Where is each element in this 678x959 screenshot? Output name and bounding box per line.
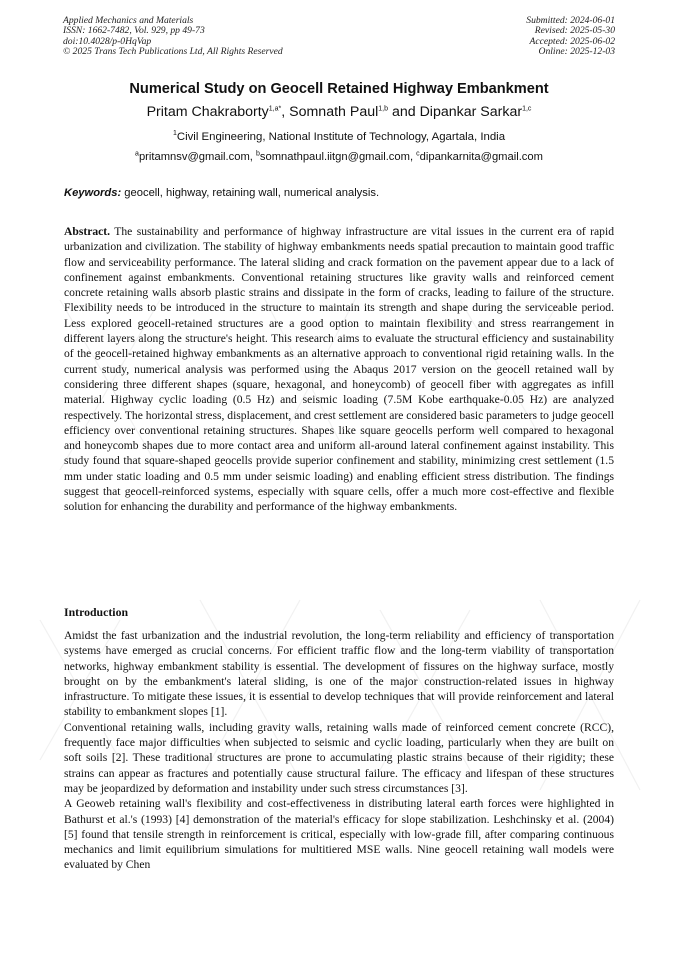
- keywords-label: Keywords:: [64, 187, 122, 199]
- author-affiliation-mark: 1,a*: [268, 105, 282, 113]
- revised-date: Revised: 2025-05-30: [534, 25, 615, 37]
- copyright-line: © 2025 Trans Tech Publications Ltd, All Rights Reserved: [63, 46, 283, 58]
- author-conjunction: and: [388, 104, 420, 120]
- author-name: Dipankar Sarkar: [419, 104, 523, 120]
- author-list: [0, 104, 678, 120]
- journal-info: [63, 16, 283, 58]
- introduction-paragraph: A Geoweb retaining wall's flexibility and cost-effectiveness in distributing lateral earth forces were highlighted in Bathurst et al.'s (1993) [4] demonstration of the material's efficacy for slope stabilization. Leshchinsky et al. (2004) [5] found that tensile strength in reinforcement is critical, especially with low-grade fill, after comparing continuous mechanics and limit equilibrium simulations for multitiered MSE walls. Nine geocell retaining wall models were evaluated by Chen: [64, 797, 614, 872]
- paper-title: Numerical Study on Geocell Retained Highway Embankment: [129, 81, 549, 97]
- abstract: [64, 224, 614, 515]
- keywords-text: geocell, highway, retaining wall, numerical analysis.: [121, 187, 380, 199]
- email-mark: b: [256, 150, 260, 158]
- author-separator: ,: [281, 104, 290, 120]
- introduction-paragraph: Amidst the fast urbanization and the industrial revolution, the long-term reliability and efficiency of transportation systems have emerged as crucial concerns. For efficient traffic flow and the long-term viability of transportation networks, highway embankment stability is essential. The development of fissures on the highway surface, mostly brought on by the embankment's lateral sliding, is one of the major construction-related issues in highway infrastructure. To mitigate these issues, it is essential to develop techniques that will provide reinforcement and lateral stability to embankment slopes [1].: [64, 629, 614, 719]
- doi-line: doi:10.4028/p-0HqVap: [63, 35, 152, 47]
- email-mark: c: [416, 150, 420, 158]
- introduction-body: [64, 628, 614, 873]
- author-name: Somnath Paul: [289, 104, 379, 120]
- email-link[interactable]: dipankarnita@gmail.com: [419, 151, 543, 163]
- email-link[interactable]: pritamnsv@gmail.com: [138, 151, 250, 163]
- introduction-paragraph: Conventional retaining walls, including gravity walls, retaining walls made of reinforced cement concrete (RCC), frequently face major difficulties when subjected to seismic and cyclic loading, particularly when they are built on soft soils [2]. These traditional structures are prone to accumulating plastic strains because of their rigidity; these strains can appear as fractures and potentially cause structural failure. The efficacy and lifespan of these structures may be jeopardized by deformation and instability under such stress circumstances [3].: [64, 720, 614, 795]
- affiliation-text: Civil Engineering, National Institute of Technology, Agartala, India: [176, 131, 506, 143]
- author-name: Pritam Chakraborty: [146, 104, 269, 120]
- issn-line: ISSN: 1662-7482, Vol. 929, pp 49-73: [63, 25, 205, 37]
- submitted-date: Submitted: 2024-06-01: [526, 15, 615, 26]
- history-info: [526, 16, 615, 58]
- author-affiliation-mark: 1,c: [522, 105, 532, 113]
- email-mark: a: [135, 150, 139, 158]
- journal-name: Applied Mechanics and Materials: [63, 15, 194, 26]
- online-date: Online: 2025-12-03: [538, 46, 615, 58]
- keywords: [64, 187, 616, 199]
- affiliation-mark: 1: [172, 130, 177, 138]
- author-affiliation-mark: 1,b: [378, 105, 388, 113]
- email-list: $^a$pritamnsv@gmail.com, $^b$somnathpaul.iitgn@gmail.com, $^c$dipankarnita@gmail.com: [135, 150, 543, 163]
- email-link[interactable]: somnathpaul.iitgn@gmail.com: [259, 151, 410, 163]
- affiliation: [0, 131, 678, 143]
- accepted-date: Accepted: 2025-06-02: [529, 35, 615, 47]
- abstract-label: Abstract.: [64, 225, 111, 238]
- section-heading-introduction: Introduction: [64, 605, 129, 619]
- abstract-text: The sustainability and performance of highway infrastructure are vital issues in the current era of rapid urbanization and civilization. The stability of highway embankments needs spatial precaution to maintain good traffic flow and serviceability performance. The lateral sliding and crack formation on the pavement appear due to a lack of confinement against embankments. Conventional retaining structures like gravity walls and reinforced cement concrete retaining walls absorb plastic strains and dissipate in the form of cracks, leading to failure of the structure. Flexibility needs to be introduced in the structure to maintain its strength and shape during the serviceable period. Less explored geocell-retained structures are a good option to maintain flexibility and stress rearrangement in different layers along the structure's height. This research aims to evaluate the structural efficiency and sustainability of the geocell-retained highway embankments as an alternative approach to conventional rigid retaining walls. In the current study, numerical analysis was performed using the Abaqus 2017 version on the geocell retained wall by considering three different shapes (square, hexagonal, and honeycomb) of geocell fiber with aggregates as infill material. Highway cyclic loading (0.5 Hz) and seismic loading (7.5M Kobe earthquake-0.05 Hz) are analyzed respectively. The horizontal stress, displacement, and crest settlement are considered basic parameters to judge geocell efficiency over conventional retaining structures. Shapes like square geocells perform well compared to hexagonal and honeycomb shapes due to more contact area and uniform all-around lateral confinement against instability. This study found that square-shaped geocells provide superior confinement and stability, minimizing crest settlement (1.5 mm under static loading and 0.5 mm under seismic loading) and enabling efficient stress distribution. The findings suggest that geocell-reinforced systems, especially with square cells, offer a much more cost-effective and flexible solution for enhancing the durability and performance of the highway embankments.: [64, 225, 614, 514]
